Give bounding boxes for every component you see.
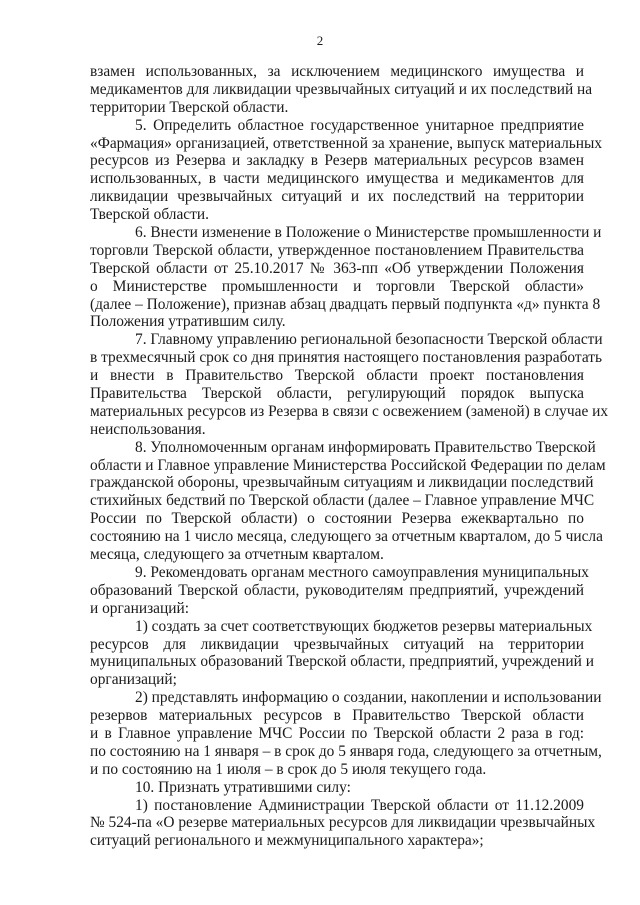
text-line: 5. Определить областное государственное унитарное предприятие	[135, 116, 584, 134]
text-line: области и Главное управление Министерства Российской Федерации по делам	[90, 456, 606, 474]
text-line: стихийных бедствий по Тверской области (далее – Главное управление МЧС	[90, 492, 595, 510]
text-line: 2) представлять информацию о создании, накоплении и использовании	[135, 689, 602, 707]
text-line: образований Тверской области, руководителям предприятий, учреждений	[90, 581, 584, 599]
paragraph-item-8	[90, 438, 606, 564]
text-line: и по состоянию на 1 июля – в срок до 5 июля текущего года.	[90, 760, 487, 778]
text-line: № 524-па «О резерве материальных ресурсов для ликвидации чрезвычайных	[90, 814, 596, 832]
text-line: гражданской обороны, чрезвычайным ситуациям и ликвидации последствий	[90, 474, 594, 492]
text-line: Правительства Тверской области, регулирующий порядок выпуска	[90, 385, 584, 403]
text-line: и внести в Правительство Тверской области проект постановления	[90, 367, 584, 385]
text-line: (далее – Положение), признав абзац двадцать первый подпункта «д» пункта 8	[90, 295, 601, 313]
text-line: муниципальных образований Тверской области, предприятий, учреждений и	[90, 653, 594, 671]
text-line: ситуаций регионального и межмуниципального характера»;	[90, 832, 484, 850]
text-line: месяца, следующего за отчетным кварталом.	[90, 546, 384, 564]
paragraph-item-6	[90, 224, 602, 331]
text-line: ресурсов для ликвидации чрезвычайных ситуаций на территории	[90, 635, 584, 653]
text-line: медикаментов для ликвидации чрезвычайных ситуаций и их последствий на	[90, 80, 593, 98]
text-line: 1) постановление Администрации Тверской области от 11.12.2009	[135, 796, 584, 814]
text-line: по состоянию на 1 января – в срок до 5 января года, следующего за отчетным,	[90, 742, 602, 760]
text-line: 8. Уполномоченным органам информировать Правительство Тверской	[135, 438, 596, 456]
text-line: материальных ресурсов из Резерва в связи с освежением (заменой) в случае их	[90, 402, 609, 420]
text-line: территории Тверской области.	[90, 98, 289, 116]
text-line: «Фармация» организацией, ответственной за хранение, выпуск материальных	[90, 134, 603, 152]
paragraph-item-5	[90, 116, 603, 224]
paragraph-subitem-9-1	[90, 617, 594, 690]
text-line: взамен использованных, за исключением медицинского имущества и	[90, 63, 584, 80]
text-line: и в Главное управление МЧС России по Тверской области 2 раза в год:	[90, 724, 584, 742]
paragraph-continuation	[90, 63, 593, 117]
text-line: использованных, в части медицинского имущества и медикаментов для	[90, 170, 584, 188]
text-line: в трехмесячный срок со дня принятия настоящего постановления разработать	[90, 349, 603, 367]
text-line: и организаций:	[90, 599, 189, 617]
text-line: 6. Внести изменение в Положение о Министерстве промышленности и	[135, 224, 602, 242]
text-line: организаций;	[90, 671, 177, 689]
text-line: 7. Главному управлению региональной безопасности Тверской области	[135, 331, 603, 349]
text-line: 9. Рекомендовать органам местного самоуправления муниципальных	[135, 563, 589, 581]
paragraph-item-10	[90, 779, 584, 797]
text-line: ресурсов из Резерва и закладку в Резерв материальных ресурсов взамен	[90, 152, 584, 170]
text-line: Положения утратившим силу.	[90, 313, 286, 331]
paragraph-subitem-9-2	[90, 689, 602, 778]
text-line: Тверской области от 25.10.2017 № 363-пп «Об утверждении Положения	[90, 259, 584, 277]
page-number: 2	[316, 33, 324, 48]
paragraph-item-9	[90, 563, 589, 618]
text-line: резервов материальных ресурсов в Правительство Тверской области	[90, 707, 584, 725]
text-line: Тверской области.	[90, 206, 209, 224]
paragraph-item-7	[90, 331, 609, 438]
text-line: 10. Признать утратившими силу:	[135, 778, 351, 796]
text-line: 1) создать за счет соответствующих бюджетов резервы материальных	[135, 617, 593, 635]
paragraph-subitem-10-1	[90, 796, 596, 851]
text-line: о Министерстве промышленности и торговли Тверской области»	[90, 277, 584, 295]
text-line: состоянию на 1 число месяца, следующего за отчетным кварталом, до 5 числа	[90, 528, 603, 546]
text-line: торговли Тверской области, утвержденное постановлением Правительства	[90, 241, 584, 259]
text-line: неиспользования.	[90, 420, 206, 438]
text-line: России по Тверской области) о состоянии Резерва ежеквартально по	[90, 510, 584, 528]
text-line: ликвидации чрезвычайных ситуаций и их последствий на территории	[90, 188, 584, 206]
document-body	[90, 63, 609, 850]
